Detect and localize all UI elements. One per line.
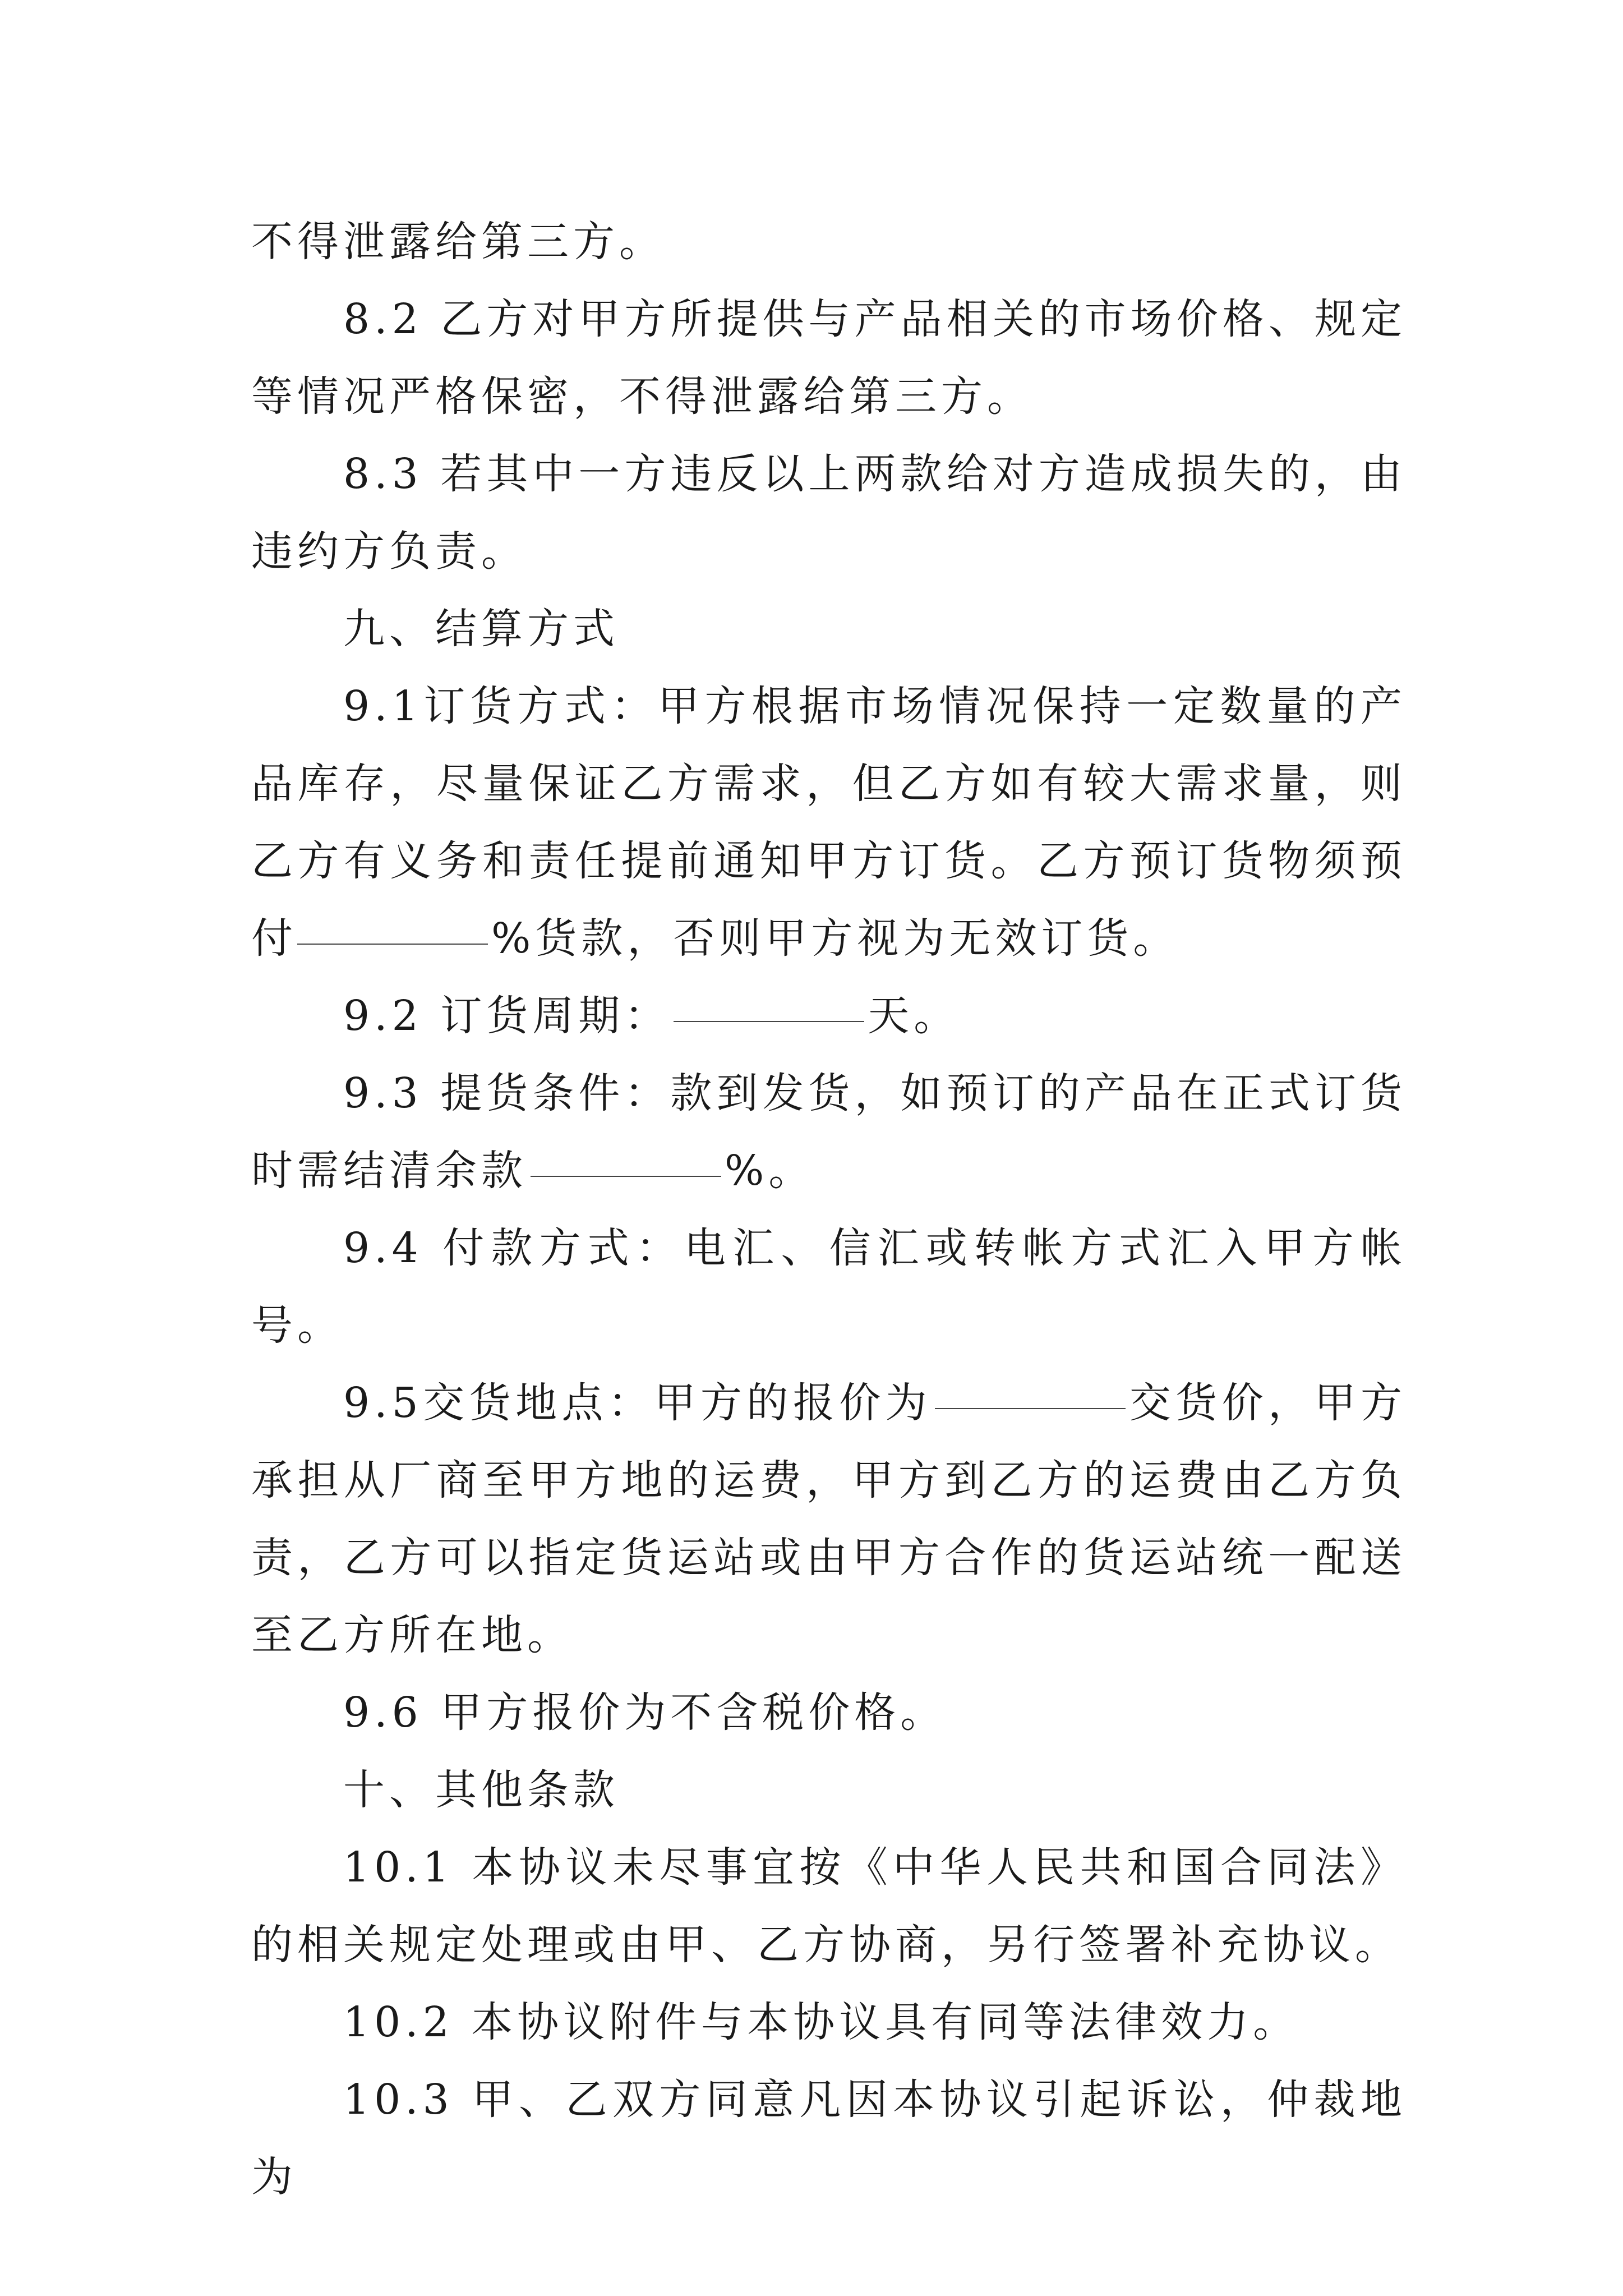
section-heading-10: 十、其他条款 bbox=[343, 1766, 619, 1814]
paragraph-9-5 bbox=[251, 1364, 1407, 1674]
paragraph-9-1 bbox=[251, 668, 1407, 977]
document-body bbox=[251, 203, 1407, 2216]
paragraph-10-2: 10.2 本协议附件与本协议具有同等法律效力。 bbox=[343, 1998, 1299, 2046]
paragraph-9-2-tail: 天。 bbox=[868, 992, 960, 1040]
blank-order-cycle-days[interactable] bbox=[674, 1020, 864, 1022]
paragraph-10-3: 10.3 甲、乙双方同意凡因本协议引起诉讼，仲裁地为 bbox=[251, 2076, 1407, 2201]
paragraph-9-6: 9.6 甲方报价为不含税价格。 bbox=[343, 1688, 947, 1737]
paragraph-9-5-tail: 交货价，甲方承担从厂商至甲方地的运费，甲方到乙方的运费由乙方负责，乙方可以指定货运站或由甲方合作的货运站统一配送至乙方所在地。 bbox=[251, 1379, 1407, 1659]
paragraph-9-3-tail: %。 bbox=[725, 1147, 815, 1195]
blank-prepayment-percent[interactable] bbox=[297, 943, 488, 945]
paragraph-9-4: 9.4 付款方式：电汇、信汇或转帐方式汇入甲方帐号。 bbox=[251, 1224, 1407, 1350]
paragraph-8-3: 8.3 若其中一方违反以上两款给对方造成损失的，由违约方负责。 bbox=[251, 450, 1407, 576]
paragraph-9-3 bbox=[251, 1055, 1407, 1209]
paragraph-9-2 bbox=[251, 977, 1407, 1055]
paragraph-9-5-text: 9.5交货地点：甲方的报价为 bbox=[343, 1379, 932, 1427]
paragraph-9-3-text: 9.3 提货条件：款到发货，如预订的产品在正式订货时需结清余款 bbox=[251, 1069, 1407, 1195]
blank-delivery-location[interactable] bbox=[935, 1407, 1126, 1409]
blank-balance-percent[interactable] bbox=[531, 1175, 721, 1177]
paragraph-9-1-tail: %货款，否则甲方视为无效订货。 bbox=[491, 914, 1179, 963]
paragraph-8-2: 8.2 乙方对甲方所提供与产品相关的市场价格、规定等情况严格保密，不得泄露给第三方。 bbox=[251, 295, 1407, 421]
paragraph-9-1-text: 9.1订货方式：甲方根据市场情况保持一定数量的产品库存，尽量保证乙方需求，但乙方如有较大需求量，则乙方有义务和责任提前通知甲方订货。乙方预订货物须预付 bbox=[251, 682, 1407, 963]
paragraph-9-2-text: 9.2 订货周期： bbox=[343, 992, 671, 1040]
section-heading-9: 九、结算方式 bbox=[343, 605, 619, 653]
paragraph-8-1-continuation: 不得泄露给第三方。 bbox=[251, 218, 665, 266]
paragraph-10-1: 10.1 本协议未尽事宜按《中华人民共和国合同法》的相关规定处理或由甲、乙方协商，另行签署补充协议。 bbox=[251, 1843, 1407, 1969]
